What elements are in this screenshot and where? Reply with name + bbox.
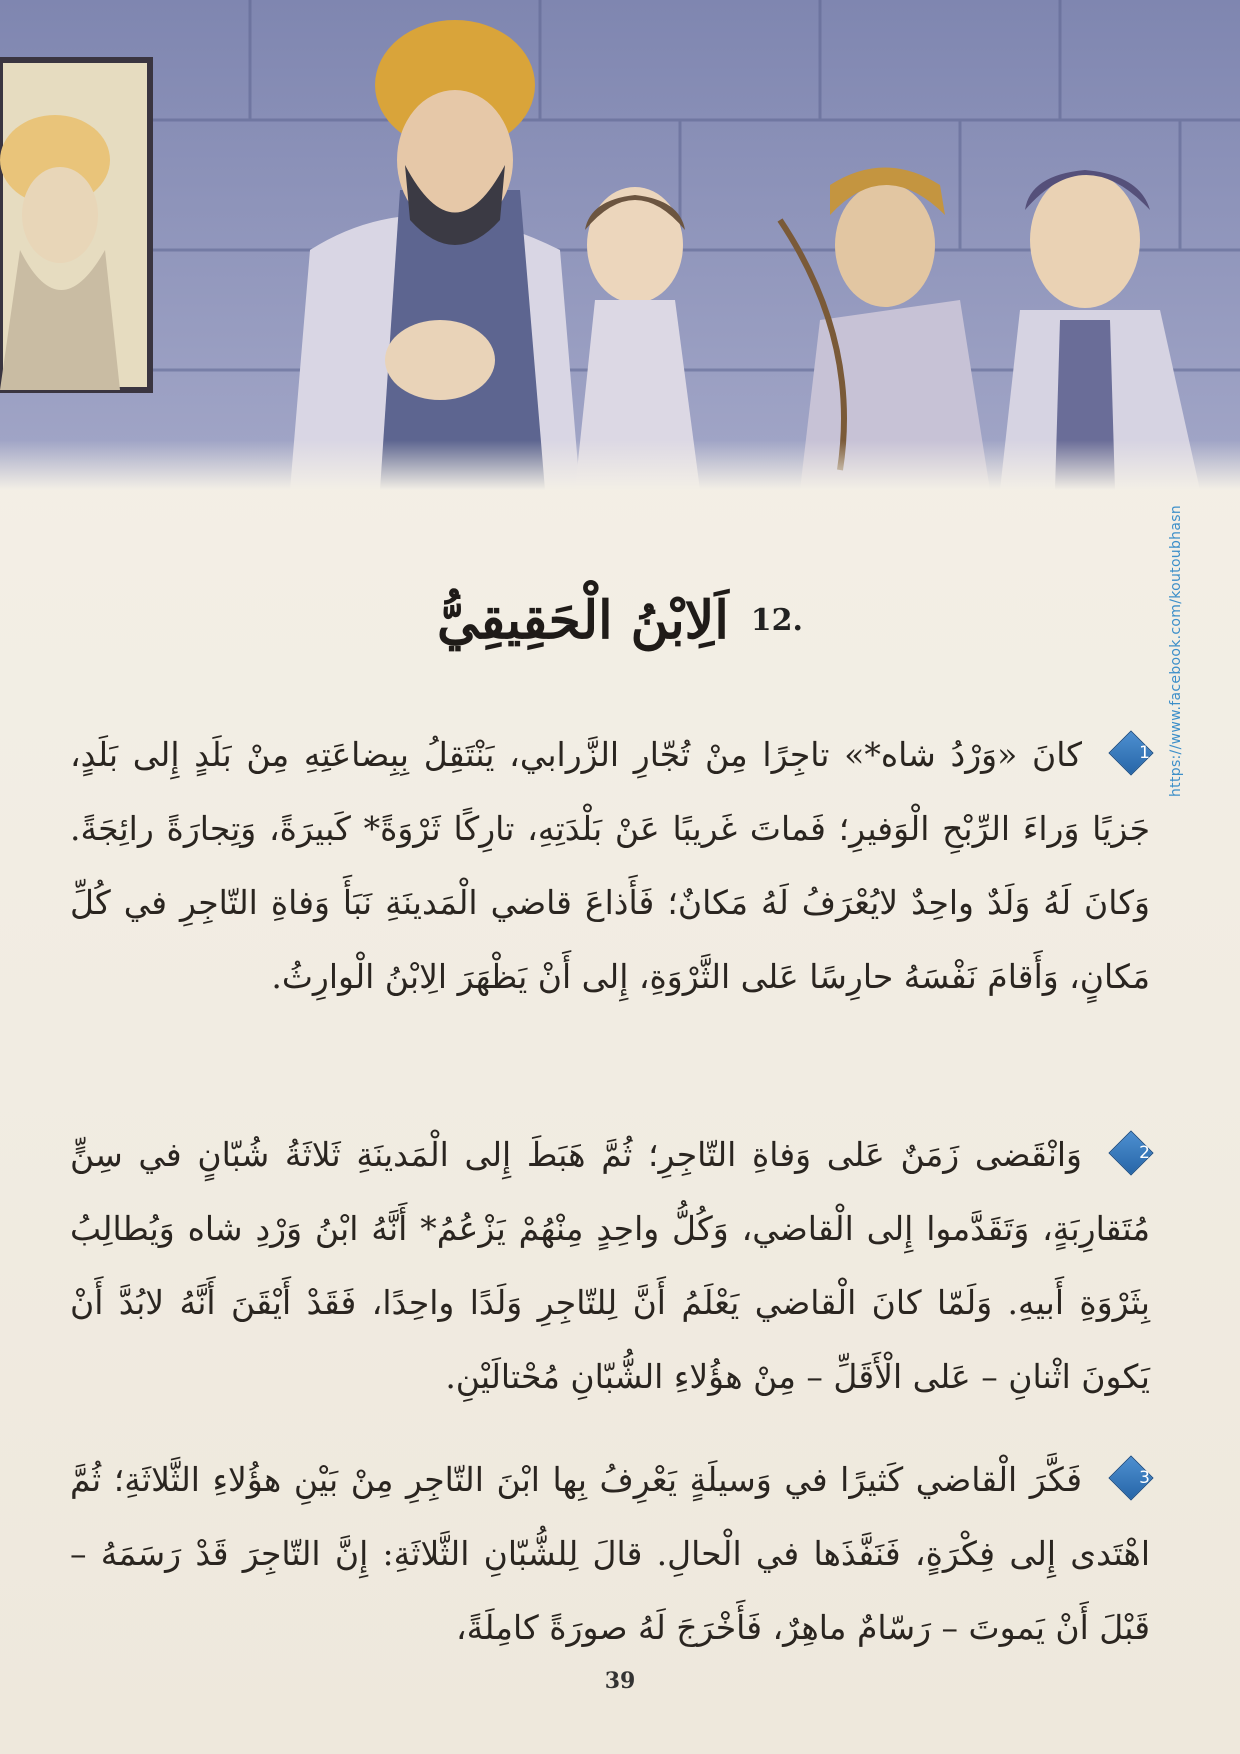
lesson-title: اَلِابْنُ الْحَقِيقِيُّ xyxy=(437,589,729,651)
lesson-number: .12 xyxy=(750,602,803,638)
story-illustration xyxy=(0,0,1240,490)
paragraph-3 xyxy=(70,1443,1150,1665)
page-number: 39 xyxy=(604,1668,636,1694)
paragraph-2 xyxy=(70,1118,1150,1414)
paragraph-text: كانَ «وَرْدُ شاه*» تاجِرًا مِنْ تُجّارِ الزَّرابي، يَنْتَقِلُ بِبِضاعَتِهِ مِنْ بَلَدٍ إِلى بَلَدٍ، جَزيًا وَراءَ الرِّبْحِ الْوَفيرِ؛ فَماتَ غَريبًا عَنْ بَلْدَتِهِ، تارِكًا ثَرْوَةً* كَبيرَةً، وَتِجارَةً رائِجَةً. وَكانَ لَهُ وَلَدٌ واحِدٌ لايُعْرَفُ لَهُ مَكانٌ؛ فَأَذاعَ قاضي الْمَدينَةِ نَبَأَ وَفاةِ التّاجِرِ في كُلِّ مَكانٍ، وَأَقامَ نَفْسَهُ حارِسًا عَلى الثَّرْوَةِ، إِلى أَنْ يَظْهَرَ الِابْنُ الْوارِثُ. xyxy=(70,735,1150,996)
marker-number: 2 xyxy=(1139,1143,1150,1163)
paragraph-1 xyxy=(70,718,1150,1014)
marker-number: 1 xyxy=(1139,743,1150,763)
paragraph-marker-1 xyxy=(1112,734,1150,772)
paragraph-marker-2 xyxy=(1112,1134,1150,1172)
paragraph-text: فَكَّرَ الْقاضي كَثيرًا في وَسيلَةٍ يَعْرِفُ بِها ابْنَ التّاجِرِ مِنْ بَيْنِ هؤُلاءِ الثَّلاثَةِ؛ ثُمَّ اهْتَدى إِلى فِكْرَةٍ، فَنَفَّذَها في الْحالِ. قالَ لِلشُّبّانِ الثَّلاثَةِ: إِنَّ التّاجِرَ قَدْ رَسَمَهُ – قَبْلَ أَنْ يَموتَ – رَسّامٌ ماهِرٌ، فَأَخْرَجَ لَهُ صورَةً كامِلَةً، xyxy=(70,1460,1150,1647)
illustration-svg xyxy=(0,0,1240,490)
paragraph-text: وَانْقَضى زَمَنٌ عَلى وَفاةِ التّاجِرِ؛ ثُمَّ هَبَطَ إِلى الْمَدينَةِ ثَلاثَةُ شُبّانٍ في سِنٍّ مُتَقارِبَةٍ، وَتَقَدَّموا إِلى الْقاضي، وَكُلُّ واحِدٍ مِنْهُمْ يَزْعُمُ* أَنَّهُ ابْنُ وَرْدِ شاه وَيُطالِبُ بِثَرْوَةِ أَبيهِ. وَلَمّا كانَ الْقاضي يَعْلَمُ أَنَّ لِلتّاجِرِ وَلَدًا واحِدًا، فَقَدْ أَيْقَنَ أَنَّهُ لابُدَّ أَنْ يَكونَ اثْنانِ – عَلى الْأَقَلِّ – مِنْ هؤُلاءِ الشُّبّانِ مُحْتالَيْنِ. xyxy=(70,1135,1150,1396)
marker-number: 3 xyxy=(1139,1468,1150,1488)
lesson-title-row xyxy=(140,575,1100,665)
watermark-url: https://www.facebook.com/koutoubhasn xyxy=(1168,505,1184,797)
paragraph-marker-3 xyxy=(1112,1459,1150,1497)
